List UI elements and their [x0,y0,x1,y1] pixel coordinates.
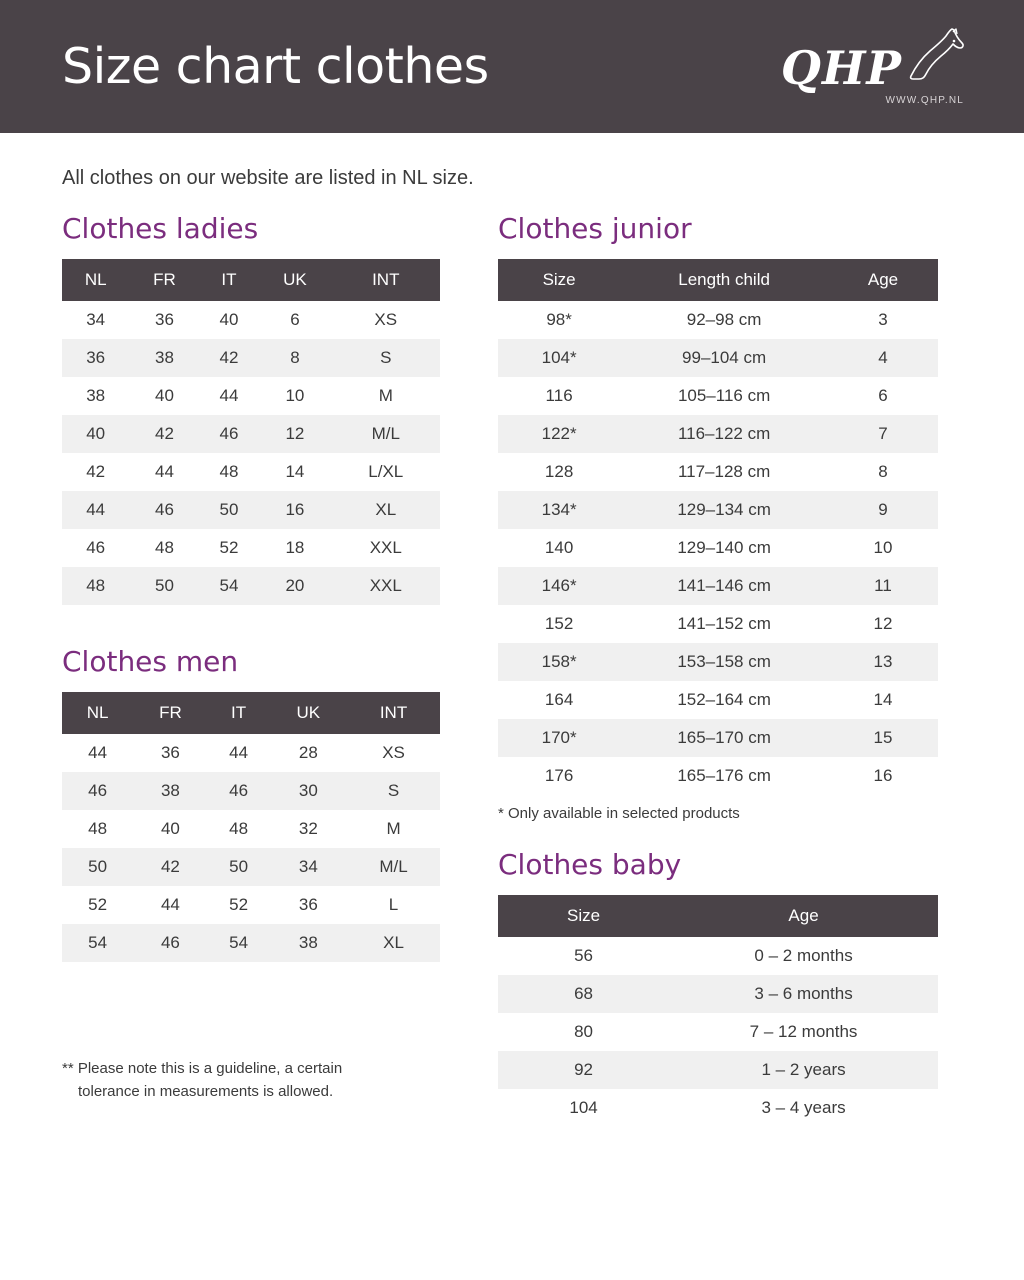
table-header-row [498,895,938,937]
table-row [498,567,938,605]
cell-length: 117–128 cm [677,462,771,481]
table-row [62,734,440,772]
table-body [498,301,938,795]
cell-it: 48 [219,462,239,481]
cell-uk: 38 [298,933,318,952]
table-row [498,643,938,681]
table-row [62,415,440,453]
cell-fr: 36 [160,743,180,762]
cell-nl: 44 [88,743,108,762]
cell-it: 48 [229,819,249,838]
table-row [498,339,938,377]
logo-wordmark: QHP [780,40,902,95]
cell-uk: 8 [290,348,300,367]
cell-int: M/L [371,424,400,443]
brand-logo [781,28,980,106]
cell-size: 128 [544,462,574,481]
left-column [62,212,440,1127]
table-row [498,681,938,719]
table-row [498,415,938,453]
cell-uk: 14 [285,462,305,481]
cell-size: 98* [546,310,572,329]
cell-length: 129–134 cm [677,500,771,519]
cell-uk: 30 [298,781,318,800]
cell-age: 15 [873,728,893,747]
cell-uk: 34 [298,857,318,876]
table-row [62,491,440,529]
table-row [498,1051,938,1089]
cell-it: 52 [219,538,239,557]
cell-age: 0 – 2 months [754,946,853,965]
cell-size: 134* [541,500,577,519]
table-body [498,937,938,1127]
cell-nl: 38 [86,386,106,405]
cell-int: XXL [369,576,402,595]
column-header-uk: UK [270,692,347,734]
table-head [498,259,938,301]
cell-uk: 16 [285,500,305,519]
cell-it: 54 [219,576,239,595]
cell-fr: 48 [155,538,174,557]
cell-fr: 46 [155,500,174,519]
cell-int: M [386,819,401,838]
cell-it: 46 [219,424,239,443]
table-header-row [62,692,440,734]
cell-age: 6 [878,386,888,405]
cell-length: 99–104 cm [682,348,767,367]
table-header-row [62,259,440,301]
cell-nl: 54 [88,933,108,952]
logo-website-url: WWW.QHP.NL [885,94,964,106]
cell-age: 12 [873,614,893,633]
table-row [62,567,440,605]
cell-age: 1 – 2 years [761,1060,846,1079]
column-header-length-child: Length child [620,259,828,301]
cell-size: 146* [541,576,577,595]
table-row [498,1089,938,1127]
cell-int: L [388,895,399,914]
cell-length: 152–164 cm [677,690,771,709]
cell-int: XS [382,743,405,762]
cell-nl: 50 [88,857,108,876]
cell-size: 56 [574,946,594,965]
section-title-ladies: Clothes ladies [62,212,259,245]
cell-nl: 42 [86,462,106,481]
cell-size: 116 [545,386,573,405]
table-row [498,377,938,415]
table-clothes-junior [498,259,938,795]
cell-nl: 48 [88,819,108,838]
cell-it: 50 [219,500,239,519]
table-row [498,605,938,643]
cell-fr: 42 [155,424,174,443]
cell-it: 40 [219,310,239,329]
cell-age: 13 [873,652,893,671]
page-content [0,167,1024,1127]
cell-nl: 48 [86,576,106,595]
cell-nl: 36 [86,348,106,367]
logo-mark [780,28,966,95]
table-row [62,772,440,810]
cell-uk: 18 [285,538,305,557]
cell-it: 44 [219,386,239,405]
cell-age: 9 [878,500,888,519]
table-row [498,975,938,1013]
spacer [498,822,938,848]
table-row [62,377,440,415]
disclaimer-line-2: tolerance in measurements is allowed. [78,1082,334,1100]
cell-uk: 32 [298,819,318,838]
column-header-nl: NL [62,259,129,301]
spacer [62,605,440,645]
column-header-fr: FR [129,259,199,301]
disclaimer-line-1: ** Please note this is a guideline, a certain [62,1060,343,1077]
table-row [498,937,938,975]
column-header-it: IT [200,259,259,301]
column-header-nl: NL [62,692,133,734]
cell-size: 104 [569,1098,598,1117]
cell-length: 165–176 cm [677,766,771,785]
cell-size: 92 [574,1060,594,1079]
table-body [62,734,440,962]
table-row [498,453,938,491]
cell-fr: 50 [155,576,174,595]
cell-uk: 36 [298,895,318,914]
cell-nl: 44 [86,500,106,519]
table-row [498,757,938,795]
table-row [498,301,938,339]
junior-footnote: * Only available in selected products [498,805,740,822]
right-column [498,212,938,1127]
table-row [62,848,440,886]
page-header [0,0,1024,133]
cell-fr: 38 [155,348,174,367]
intro-text: All clothes on our website are listed in NL size. [62,167,474,189]
table-body [62,301,440,605]
table-row [498,491,938,529]
column-header-int: INT [347,692,440,734]
cell-age: 3 [878,310,888,329]
cell-uk: 20 [285,576,305,595]
cell-length: 165–170 cm [677,728,771,747]
cell-size: 68 [574,984,594,1003]
cell-size: 170* [541,728,577,747]
cell-length: 92–98 cm [686,310,762,329]
cell-nl: 34 [86,310,106,329]
cell-age: 16 [873,766,893,785]
cell-size: 158* [541,652,577,671]
cell-it: 52 [229,895,249,914]
cell-int: S [387,781,400,800]
table-row [62,339,440,377]
cell-size: 140 [544,538,574,557]
cell-size: 104* [541,348,577,367]
column-header-size: Size [498,259,620,301]
column-header-size: Size [498,895,669,937]
cell-length: 141–146 cm [677,576,771,595]
cell-fr: 36 [155,310,174,329]
cell-int: XL [375,500,397,519]
cell-int: XS [374,310,398,329]
cell-size: 152 [544,614,574,633]
cell-int: XL [383,933,404,952]
cell-fr: 46 [160,933,180,952]
cell-it: 44 [229,743,249,762]
column-header-age: Age [828,259,938,301]
cell-nl: 46 [86,538,106,557]
cell-length: 129–140 cm [677,538,771,557]
tables-columns [62,212,962,1127]
cell-length: 105–116 cm [677,386,771,405]
table-clothes-baby [498,895,938,1127]
cell-fr: 42 [160,857,180,876]
cell-fr: 44 [155,462,174,481]
cell-size: 80 [574,1022,594,1041]
horse-head-icon [904,28,966,87]
cell-size: 164 [544,690,574,709]
column-header-fr: FR [133,692,207,734]
cell-age: 4 [878,348,888,367]
table-row [62,301,440,339]
table-row [62,810,440,848]
cell-int: M [378,386,393,405]
cell-nl: 52 [88,895,108,914]
cell-uk: 28 [298,743,318,762]
cell-age: 10 [873,538,893,557]
column-header-int: INT [332,259,440,301]
cell-age: 14 [873,690,893,709]
cell-size: 176 [544,766,574,785]
cell-nl: 46 [88,781,108,800]
cell-uk: 12 [285,424,305,443]
table-row [62,924,440,962]
cell-it: 54 [229,933,249,952]
cell-fr: 40 [160,819,180,838]
cell-it: 42 [219,348,239,367]
table-row [498,1013,938,1051]
section-title-junior: Clothes junior [498,212,692,245]
table-row [62,529,440,567]
column-header-uk: UK [258,259,331,301]
cell-age: 7 [878,424,888,443]
table-row [62,453,440,491]
column-header-it: IT [208,692,270,734]
section-title-baby: Clothes baby [498,848,682,881]
section-title-men: Clothes men [62,645,239,678]
table-clothes-ladies [62,259,440,605]
cell-nl: 40 [86,424,106,443]
cell-int: L/XL [368,462,404,481]
cell-int: M/L [379,857,408,876]
cell-it: 50 [229,857,249,876]
table-head [62,259,440,301]
cell-age: 3 – 4 years [761,1098,846,1117]
table-head [62,692,440,734]
cell-uk: 10 [285,386,305,405]
cell-fr: 40 [155,386,174,405]
cell-length: 116–122 cm [677,424,771,443]
table-row [62,886,440,924]
table-row [498,529,938,567]
cell-length: 153–158 cm [677,652,771,671]
cell-age: 3 – 6 months [754,984,853,1003]
cell-fr: 44 [160,895,180,914]
cell-fr: 38 [160,781,180,800]
column-header-age: Age [669,895,938,937]
table-row [498,719,938,757]
cell-int: S [380,348,392,367]
table-header-row [498,259,938,301]
cell-uk: 6 [290,310,300,329]
cell-size: 122* [541,424,577,443]
cell-age: 8 [878,462,888,481]
table-clothes-men [62,692,440,962]
cell-length: 141–152 cm [677,614,771,633]
table-head [498,895,938,937]
cell-age: 7 – 12 months [749,1022,858,1041]
cell-int: XXL [369,538,402,557]
disclaimer-note [62,1058,402,1103]
cell-age: 11 [874,576,892,595]
cell-it: 46 [229,781,249,800]
page-title: Size chart clothes [62,38,489,95]
